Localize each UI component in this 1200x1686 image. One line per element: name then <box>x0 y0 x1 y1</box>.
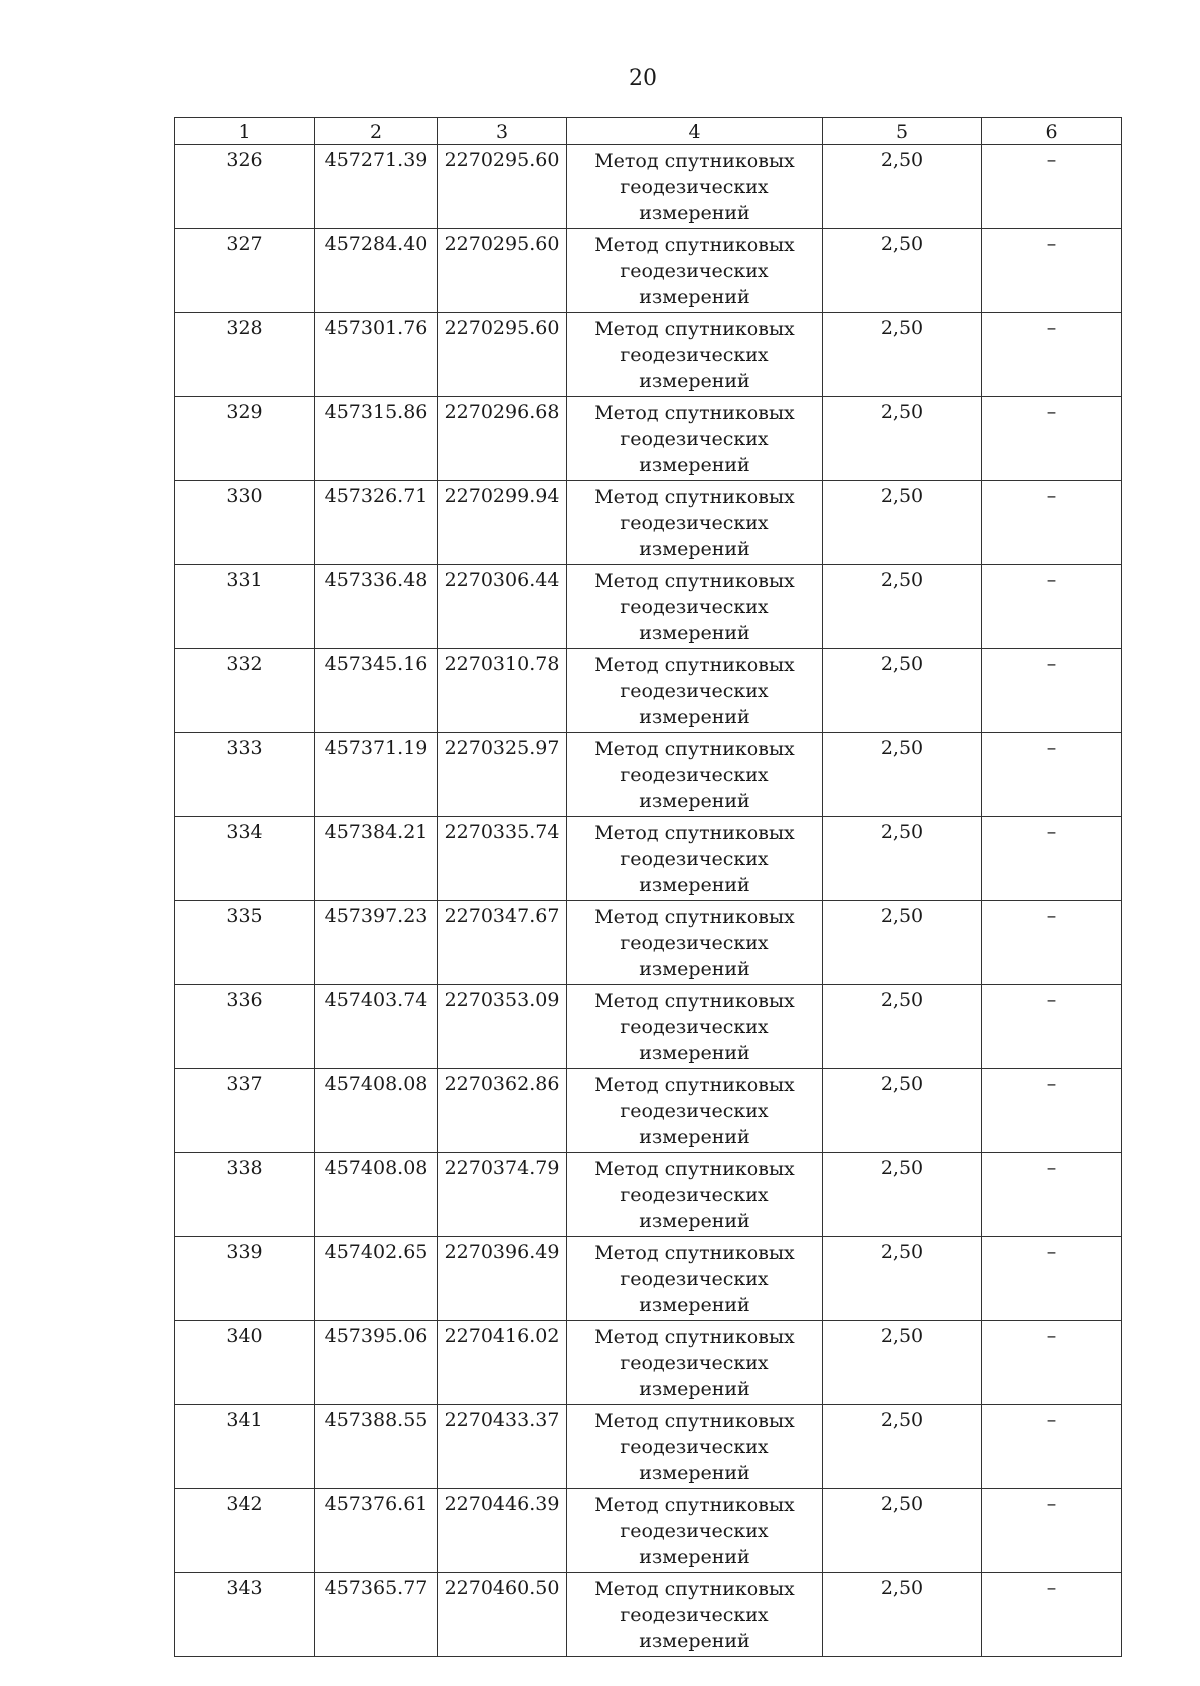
accuracy-cell: 2,50 <box>823 1321 982 1405</box>
y-coordinate-cell: 2270299.94 <box>438 481 567 565</box>
point-number-cell: 329 <box>175 397 315 481</box>
note-cell: – <box>982 145 1122 229</box>
column-header: 4 <box>567 118 823 145</box>
method-cell: Метод спутниковых геодезических измерений <box>567 1489 823 1573</box>
x-coordinate-cell: 457271.39 <box>315 145 438 229</box>
column-header: 5 <box>823 118 982 145</box>
point-number-cell: 331 <box>175 565 315 649</box>
y-coordinate-cell: 2270296.68 <box>438 397 567 481</box>
x-coordinate-cell: 457395.06 <box>315 1321 438 1405</box>
accuracy-cell: 2,50 <box>823 145 982 229</box>
note-cell: – <box>982 817 1122 901</box>
table-row <box>175 1153 1122 1237</box>
table-row <box>175 1321 1122 1405</box>
point-number-cell: 336 <box>175 985 315 1069</box>
accuracy-cell: 2,50 <box>823 565 982 649</box>
x-coordinate-cell: 457315.86 <box>315 397 438 481</box>
accuracy-cell: 2,50 <box>823 985 982 1069</box>
y-coordinate-cell: 2270295.60 <box>438 145 567 229</box>
table-row <box>175 481 1122 565</box>
method-cell: Метод спутниковых геодезических измерений <box>567 985 823 1069</box>
x-coordinate-cell: 457376.61 <box>315 1489 438 1573</box>
page-number: 20 <box>629 66 657 91</box>
x-coordinate-cell: 457408.08 <box>315 1069 438 1153</box>
accuracy-cell: 2,50 <box>823 1573 982 1657</box>
y-coordinate-cell: 2270310.78 <box>438 649 567 733</box>
column-header: 2 <box>315 118 438 145</box>
method-cell: Метод спутниковых геодезических измерений <box>567 1405 823 1489</box>
point-number-cell: 341 <box>175 1405 315 1489</box>
x-coordinate-cell: 457408.08 <box>315 1153 438 1237</box>
accuracy-cell: 2,50 <box>823 229 982 313</box>
accuracy-cell: 2,50 <box>823 901 982 985</box>
accuracy-cell: 2,50 <box>823 649 982 733</box>
point-number-cell: 340 <box>175 1321 315 1405</box>
note-cell: – <box>982 1405 1122 1489</box>
x-coordinate-cell: 457402.65 <box>315 1237 438 1321</box>
x-coordinate-cell: 457301.76 <box>315 313 438 397</box>
point-number-cell: 338 <box>175 1153 315 1237</box>
table-row <box>175 1237 1122 1321</box>
x-coordinate-cell: 457397.23 <box>315 901 438 985</box>
point-number-cell: 342 <box>175 1489 315 1573</box>
accuracy-cell: 2,50 <box>823 1069 982 1153</box>
y-coordinate-cell: 2270295.60 <box>438 313 567 397</box>
table-row <box>175 145 1122 229</box>
note-cell: – <box>982 397 1122 481</box>
method-cell: Метод спутниковых геодезических измерений <box>567 649 823 733</box>
method-cell: Метод спутниковых геодезических измерений <box>567 733 823 817</box>
point-number-cell: 343 <box>175 1573 315 1657</box>
note-cell: – <box>982 1321 1122 1405</box>
x-coordinate-cell: 457388.55 <box>315 1405 438 1489</box>
table-row <box>175 901 1122 985</box>
method-cell: Метод спутниковых геодезических измерений <box>567 817 823 901</box>
note-cell: – <box>982 1573 1122 1657</box>
x-coordinate-cell: 457284.40 <box>315 229 438 313</box>
table-row <box>175 397 1122 481</box>
note-cell: – <box>982 1153 1122 1237</box>
y-coordinate-cell: 2270396.49 <box>438 1237 567 1321</box>
coordinates-table <box>174 117 1122 1657</box>
note-cell: – <box>982 313 1122 397</box>
table-row <box>175 565 1122 649</box>
y-coordinate-cell: 2270353.09 <box>438 985 567 1069</box>
note-cell: – <box>982 985 1122 1069</box>
method-cell: Метод спутниковых геодезических измерений <box>567 397 823 481</box>
note-cell: – <box>982 1489 1122 1573</box>
y-coordinate-cell: 2270374.79 <box>438 1153 567 1237</box>
accuracy-cell: 2,50 <box>823 313 982 397</box>
y-coordinate-cell: 2270446.39 <box>438 1489 567 1573</box>
point-number-cell: 339 <box>175 1237 315 1321</box>
table-header-row <box>175 118 1122 145</box>
x-coordinate-cell: 457384.21 <box>315 817 438 901</box>
point-number-cell: 333 <box>175 733 315 817</box>
accuracy-cell: 2,50 <box>823 733 982 817</box>
table-row <box>175 985 1122 1069</box>
method-cell: Метод спутниковых геодезических измерений <box>567 229 823 313</box>
accuracy-cell: 2,50 <box>823 481 982 565</box>
point-number-cell: 334 <box>175 817 315 901</box>
accuracy-cell: 2,50 <box>823 1405 982 1489</box>
x-coordinate-cell: 457336.48 <box>315 565 438 649</box>
point-number-cell: 332 <box>175 649 315 733</box>
table-row <box>175 649 1122 733</box>
note-cell: – <box>982 1237 1122 1321</box>
table-row <box>175 1069 1122 1153</box>
x-coordinate-cell: 457371.19 <box>315 733 438 817</box>
note-cell: – <box>982 481 1122 565</box>
table-row <box>175 1405 1122 1489</box>
method-cell: Метод спутниковых геодезических измерений <box>567 1237 823 1321</box>
table-row <box>175 229 1122 313</box>
note-cell: – <box>982 901 1122 985</box>
x-coordinate-cell: 457326.71 <box>315 481 438 565</box>
y-coordinate-cell: 2270347.67 <box>438 901 567 985</box>
table-row <box>175 313 1122 397</box>
y-coordinate-cell: 2270416.02 <box>438 1321 567 1405</box>
method-cell: Метод спутниковых геодезических измерений <box>567 481 823 565</box>
point-number-cell: 327 <box>175 229 315 313</box>
method-cell: Метод спутниковых геодезических измерений <box>567 313 823 397</box>
y-coordinate-cell: 2270335.74 <box>438 817 567 901</box>
x-coordinate-cell: 457403.74 <box>315 985 438 1069</box>
column-header: 3 <box>438 118 567 145</box>
accuracy-cell: 2,50 <box>823 1489 982 1573</box>
note-cell: – <box>982 229 1122 313</box>
table-row <box>175 1573 1122 1657</box>
table-row <box>175 817 1122 901</box>
note-cell: – <box>982 1069 1122 1153</box>
method-cell: Метод спутниковых геодезических измерений <box>567 901 823 985</box>
y-coordinate-cell: 2270295.60 <box>438 229 567 313</box>
accuracy-cell: 2,50 <box>823 817 982 901</box>
y-coordinate-cell: 2270433.37 <box>438 1405 567 1489</box>
x-coordinate-cell: 457365.77 <box>315 1573 438 1657</box>
point-number-cell: 337 <box>175 1069 315 1153</box>
point-number-cell: 330 <box>175 481 315 565</box>
method-cell: Метод спутниковых геодезических измерений <box>567 1069 823 1153</box>
column-header: 1 <box>175 118 315 145</box>
table-body <box>175 145 1122 1657</box>
note-cell: – <box>982 649 1122 733</box>
table-row <box>175 1489 1122 1573</box>
method-cell: Метод спутниковых геодезических измерений <box>567 565 823 649</box>
column-header: 6 <box>982 118 1122 145</box>
note-cell: – <box>982 733 1122 817</box>
y-coordinate-cell: 2270460.50 <box>438 1573 567 1657</box>
note-cell: – <box>982 565 1122 649</box>
method-cell: Метод спутниковых геодезических измерений <box>567 145 823 229</box>
point-number-cell: 335 <box>175 901 315 985</box>
x-coordinate-cell: 457345.16 <box>315 649 438 733</box>
y-coordinate-cell: 2270362.86 <box>438 1069 567 1153</box>
method-cell: Метод спутниковых геодезических измерений <box>567 1573 823 1657</box>
accuracy-cell: 2,50 <box>823 1153 982 1237</box>
method-cell: Метод спутниковых геодезических измерений <box>567 1153 823 1237</box>
point-number-cell: 326 <box>175 145 315 229</box>
y-coordinate-cell: 2270325.97 <box>438 733 567 817</box>
accuracy-cell: 2,50 <box>823 1237 982 1321</box>
accuracy-cell: 2,50 <box>823 397 982 481</box>
y-coordinate-cell: 2270306.44 <box>438 565 567 649</box>
method-cell: Метод спутниковых геодезических измерений <box>567 1321 823 1405</box>
table-row <box>175 733 1122 817</box>
point-number-cell: 328 <box>175 313 315 397</box>
